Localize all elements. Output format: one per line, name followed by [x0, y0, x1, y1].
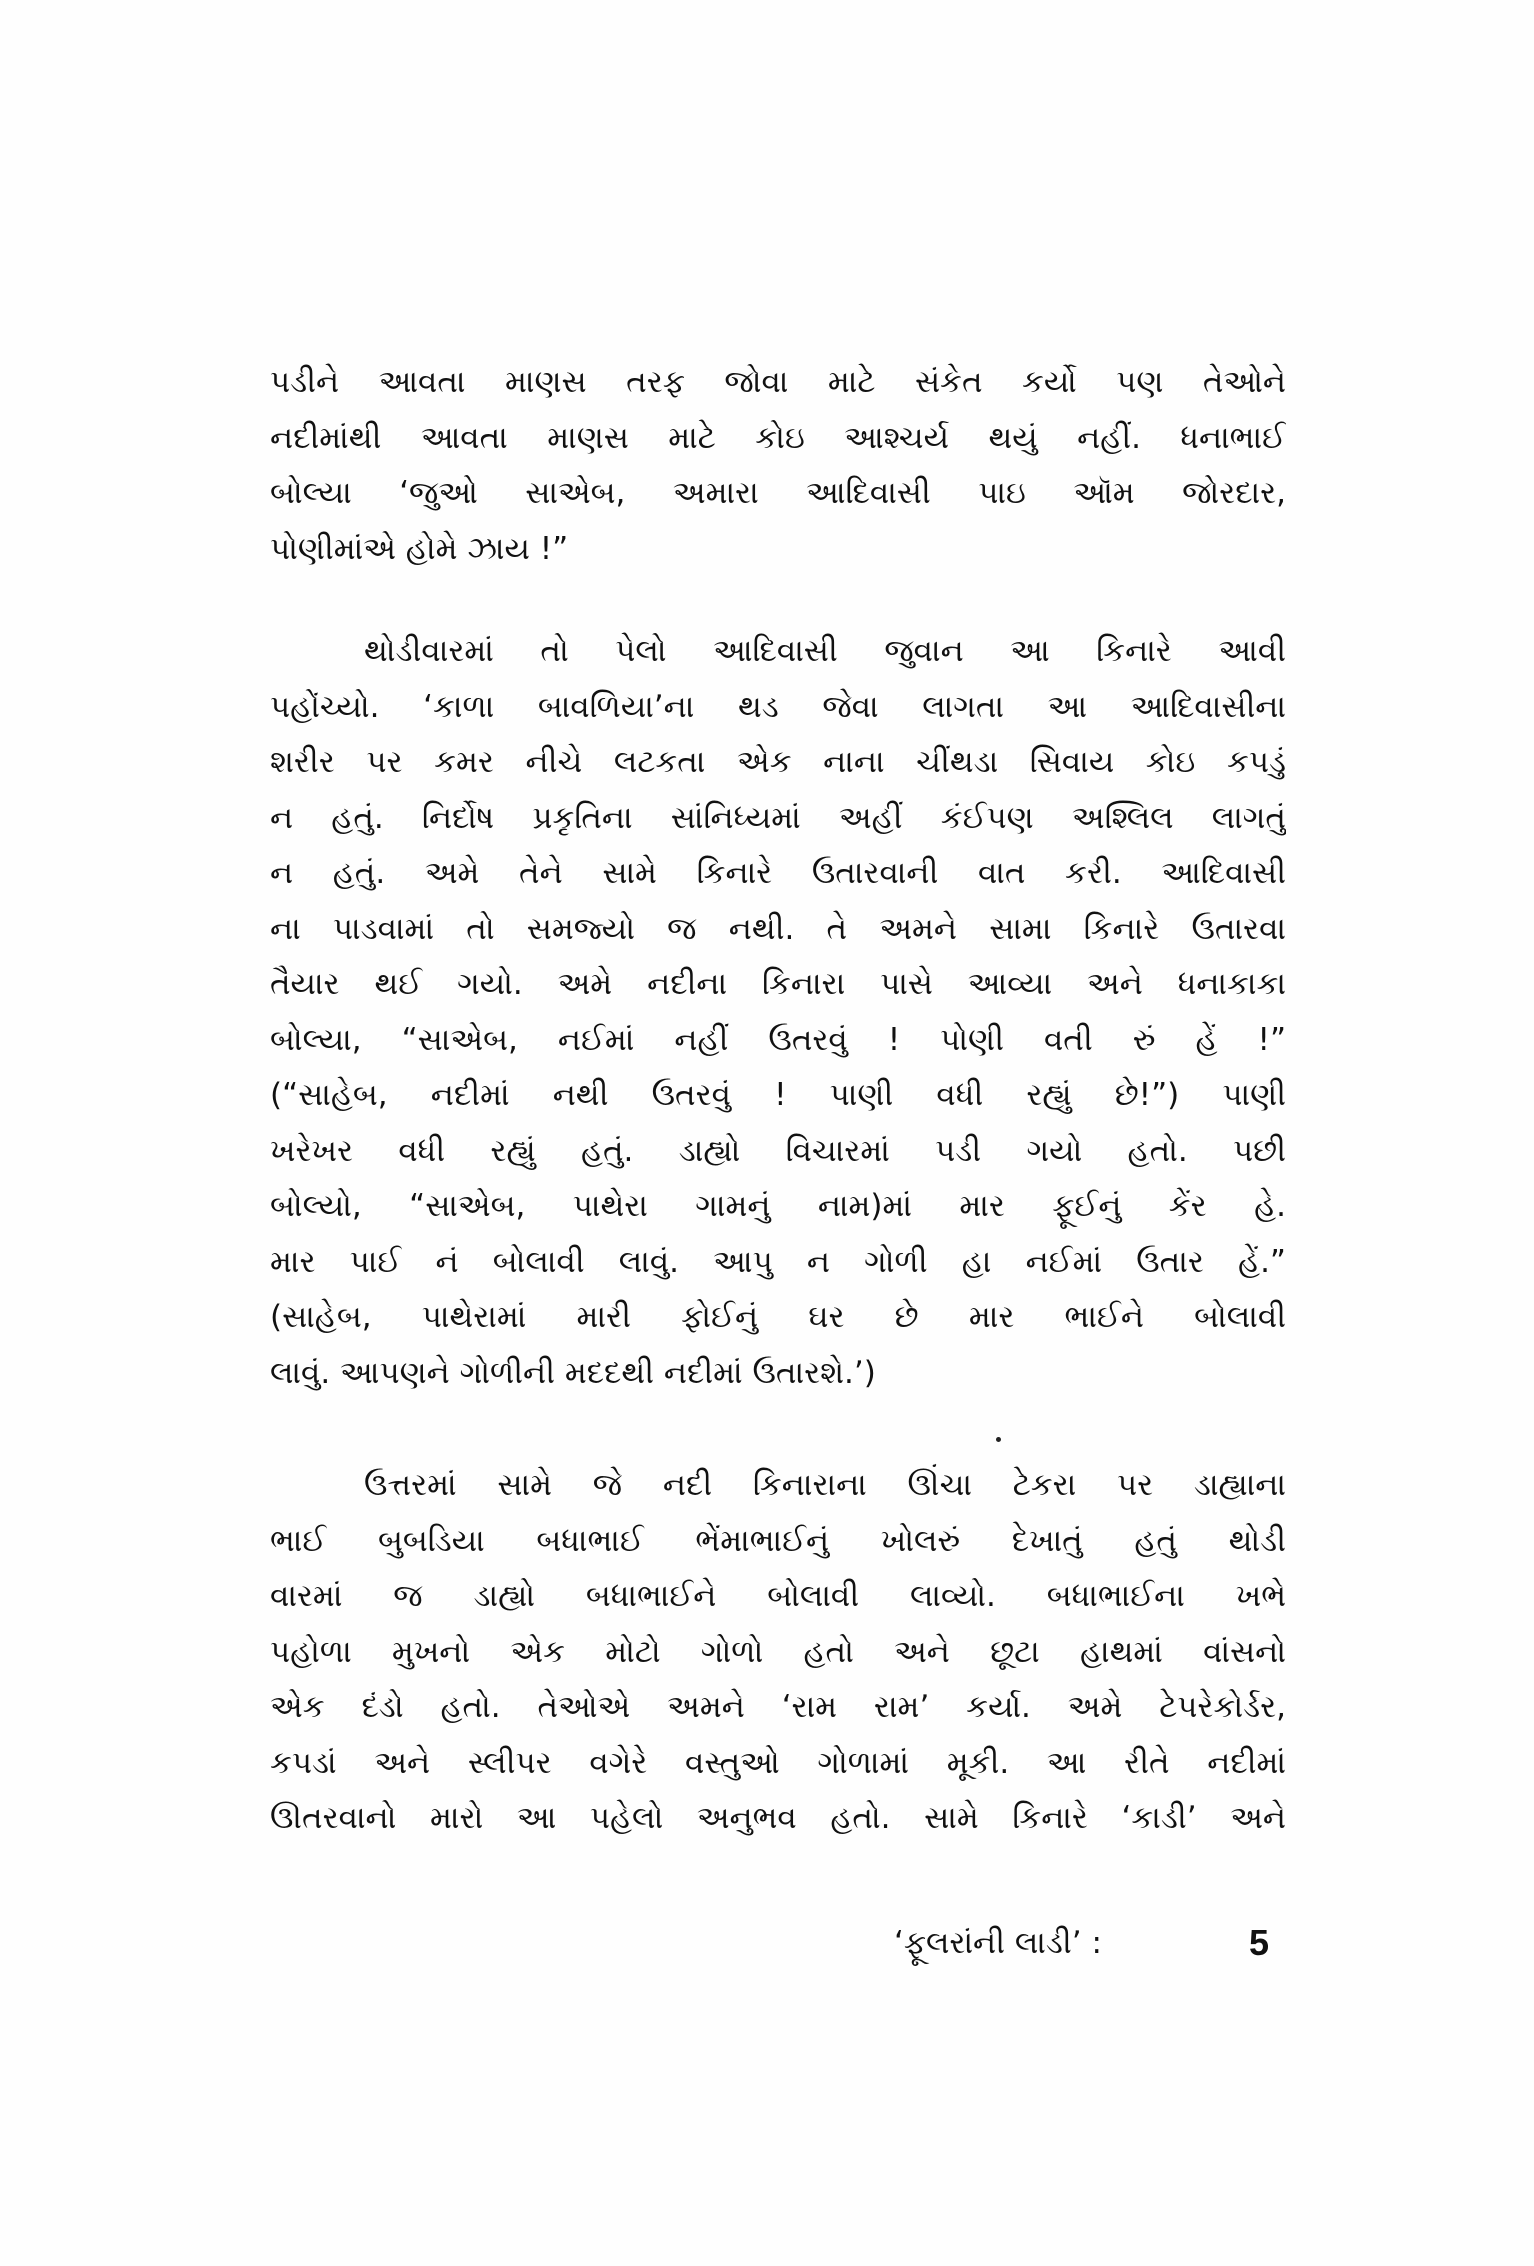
text-line: શરીર પર કમર નીચે લટકતા એક નાના ચીંથડા સિવાય કોઇ કપડું [270, 744, 1286, 780]
text-line: બોલ્યા ‘જુઓ સાએબ, અમારા આદિવાસી પાઇ ઑમ જોરદાર, [270, 475, 1286, 511]
text-line: (“સાહેબ, નદીમાં નથી ઉતરવું ! પાણી વધી રહ્યું છે!”) પાણી [270, 1077, 1286, 1113]
text-line: (સાહેબ, પાથેરામાં મારી ફોઈનું ઘર છે માર ભાઈને બોલાવી [270, 1299, 1286, 1335]
text-line: તૈયાર થઈ ગયો. અમે નદીના કિનારા પાસે આવ્યા અને ધનાકાકા [270, 966, 1286, 1002]
text-line: ન હતું. નિર્દોષ પ્રકૃતિના સાંનિધ્યમાં અહીં કંઈપણ અશ્લિલ લાગતું [270, 799, 1286, 836]
running-footer [894, 1915, 1286, 1971]
text-line: થોડીવારમાં તો પેલો આદિવાસી જુવાન આ કિનારે આવી [364, 633, 1286, 669]
text-line: ઊતરવાનો મારો આ પહેલો અનુભવ હતો. સામે કિનારે ‘કાડી’ અને [270, 1800, 1286, 1836]
text-line: ભાઈ બુબડિયા બધાભાઈ ભેંમાભાઈનું ખોલરું દેખાતું હતું થોડી [270, 1522, 1286, 1559]
text-line: પહોળા મુખનો એક મોટો ગોળો હતો અને છૂટા હાથમાં વાંસનો [270, 1633, 1286, 1670]
paragraph [270, 1458, 1286, 1847]
page-number: 5 [1249, 1922, 1270, 1963]
text-line: કપડાં અને સ્લીપર વગેરે વસ્તુઓ ગોળામાં મૂકી. આ રીતે નદીમાં [270, 1744, 1286, 1781]
text-line: લાવું. આપણને ગોળીની મદદથી નદીમાં ઉતારશે.’) [270, 1354, 876, 1391]
scan-speck [996, 1437, 1001, 1442]
paragraph [270, 624, 1286, 1401]
body-text [270, 355, 1286, 1847]
book-title: ‘ફૂલરાંની લાડી’ : [894, 1925, 1102, 1961]
text-line: એક દંડો હતો. તેઓએ અમને ‘રામ રામ’ કર્યા. અમે ટેપરેકોર્ડર, [270, 1689, 1286, 1725]
text-line: પહોંચ્યો. ‘કાળા બાવળિયા’ના થડ જેવા લાગતા આ આદિવાસીના [270, 688, 1286, 725]
paragraph [270, 355, 1286, 577]
text-line: બોલ્યો, “સાએબ, પાથેરા ગામનું નામ)માં માર ફૂઈનું કેંર હે. [270, 1188, 1286, 1224]
text-line: નદીમાંથી આવતા માણસ માટે કોઇ આશ્ચર્ય થયું નહીં. ધનાભાઈ [270, 419, 1286, 456]
text-line: ન હતું. અમે તેને સામે કિનારે ઉતારવાની વાત કરી. આદિવાસી [270, 855, 1286, 891]
text-line: ના પાડવામાં તો સમજ્યો જ નથી. તે અમને સામા કિનારે ઉતારવા [270, 910, 1286, 947]
text-line: બોલ્યા, “સાએબ, નઈમાં નહીં ઉતરવું ! પોણી વતી રું હેં !” [270, 1021, 1286, 1058]
text-line: પોણીમાંએ હોમે ઝાય !” [270, 530, 569, 567]
text-line: પડીને આવતા માણસ તરફ જોવા માટે સંકેત કર્યો પણ તેઓને [270, 364, 1286, 400]
text-line: માર પાઈ નં બોલાવી લાવું. આપુ ન ગોળી હા નઈમાં ઉતાર હેં.” [270, 1243, 1286, 1280]
text-line: વારમાં જ ડાહ્યો બધાભાઈને બોલાવી લાવ્યો. બધાભાઈના ખભે [270, 1578, 1286, 1614]
text-line: ખરેખર વધી રહ્યું હતું. ડાહ્યો વિચારમાં પડી ગયો હતો. પછી [270, 1132, 1286, 1169]
text-line: ઉત્તરમાં સામે જે નદી કિનારાના ઊંચા ટેકરા પર ડાહ્યાના [364, 1467, 1286, 1503]
